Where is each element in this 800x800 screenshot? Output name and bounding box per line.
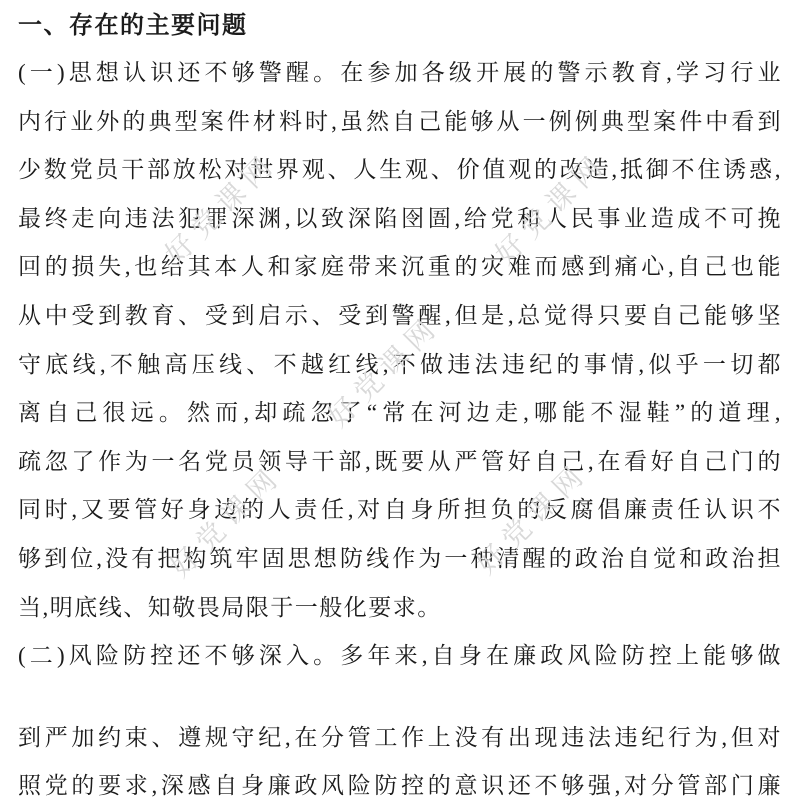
text-line: 当,明底线、知敬畏局限于一般化要求。 [18, 594, 442, 620]
watermark-text: 好党课网 [164, 459, 289, 584]
text-line: 守底线,不触高压线、不越红线,不做违法违纪的事情,似乎一切都 [18, 351, 782, 377]
text-line: 少数党员干部放松对世界观、人生观、价值观的改造,抵御不住诱惑, [18, 157, 782, 183]
watermark-text: 好党课网 [489, 146, 614, 271]
text-line: 到严加约束、遵规守纪,在分管工作上没有出现违法违纪行为,但对 [18, 724, 782, 750]
text-line: 回的损失,也给其本人和家庭带来沉重的灾难而感到痛心,自己也能 [18, 254, 782, 280]
text-line: 照党的要求,深感自身廉政风险防控的意识还不够强,对分管部门廉 [18, 773, 782, 799]
text-line: (一)思想认识还不够警醒。在参加各级开展的警示教育,学习行业 [18, 60, 782, 85]
text-line: 内行业外的典型案件材料时,虽然自己能够从一例例典型案件中看到 [18, 108, 782, 134]
text-line: 够到位,没有把构筑牢固思想防线作为一种清醒的政治自觉和政治担 [18, 545, 782, 571]
text-line: 最终走向违法犯罪深渊,以致深陷囹圄,给党和人民事业造成不可挽 [18, 205, 782, 231]
watermark-text: 好党课网 [470, 456, 595, 581]
watermark-text: 好党课网 [159, 146, 284, 271]
text-line: 疏忽了作为一名党员领导干部,既要从严管好自己,在看好自己门的 [18, 448, 782, 474]
text-line: 从中受到教育、受到启示、受到警醒,但是,总觉得只要自己能够坚 [18, 302, 782, 328]
text-line: (二)风险防控还不够深入。多年来,自身在廉政风险防控上能够做 [18, 643, 782, 669]
watermark-text: 好党课网 [322, 309, 447, 434]
text-line: 同时,又要管好身边的人责任,对自身所担负的反腐倡廉责任认识不 [18, 497, 782, 523]
text-line: 离自己很远。然而,却疏忽了“常在河边走,哪能不湿鞋”的道理, [18, 400, 782, 426]
section-heading: 一、存在的主要问题 [18, 13, 248, 39]
